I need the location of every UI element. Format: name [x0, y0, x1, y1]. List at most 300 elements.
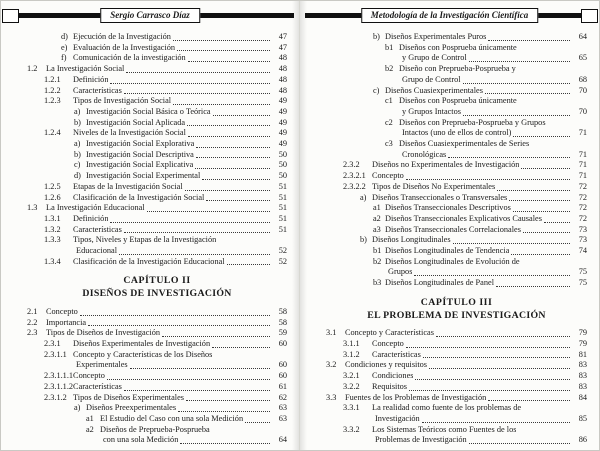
entry-text: Condiciones [372, 371, 414, 381]
toc-entry [326, 32, 587, 43]
entry-text: Diseños Longitudinales [372, 235, 451, 245]
dot-leader [496, 286, 570, 287]
entry-text: Investigación Social Experimental [86, 171, 201, 181]
entry-page-number: 47 [278, 42, 287, 52]
entry-page-number: 83 [578, 381, 587, 391]
dot-leader [497, 190, 570, 191]
toc-entry-continuation [326, 107, 587, 118]
entry-page-number: 72 [578, 192, 587, 202]
entry-text: Diseños Transeccionales Descriptivos [385, 203, 511, 213]
entry-text: Investigación [375, 413, 420, 423]
entry-number: 1.3.2 [44, 224, 61, 234]
toc-entry [27, 182, 287, 193]
entry-text: Diseños Longitudinales de Panel [385, 278, 494, 288]
entry-text: Investigación Social Explorativa [86, 139, 195, 149]
dot-leader [177, 50, 270, 51]
entry-number: b2 [385, 64, 394, 74]
entry-text: Ejecución de la Investigación [73, 32, 171, 41]
entry-number: 3.1.2 [343, 349, 360, 359]
dot-leader [107, 379, 270, 380]
dot-leader [423, 357, 570, 358]
entry-page-number: 81 [578, 349, 587, 359]
entry-text: Diseños Cuasiexperimentales [385, 85, 483, 95]
entry-page-number: 60 [278, 371, 287, 381]
entry-text: Grupo de Control [402, 74, 461, 84]
entry-number: 1.3 [27, 203, 38, 213]
entry-number: 2.3 [27, 328, 38, 338]
header-title [100, 8, 200, 23]
toc-entry [326, 160, 587, 171]
dot-leader [147, 211, 270, 212]
entry-page-number: 48 [278, 64, 287, 74]
entry-text: Tipos, Niveles y Etapas de la Investigación [73, 235, 217, 245]
dot-leader [130, 368, 270, 369]
toc-entry-continuation [326, 128, 587, 139]
dot-leader [409, 390, 570, 391]
toc-entry [27, 32, 287, 43]
entry-number: b1 [385, 42, 394, 52]
toc-entry [27, 53, 287, 64]
header-title-text: Sergio Carrasco Díaz [110, 10, 190, 20]
dot-leader [429, 368, 570, 369]
toc-entry [27, 382, 287, 393]
dot-leader [188, 61, 270, 62]
entry-number: b) [373, 32, 380, 41]
toc-entry [27, 318, 287, 329]
dot-leader [422, 422, 570, 423]
entry-page-number: 62 [278, 392, 287, 402]
dot-leader [185, 190, 270, 191]
entry-page-number: 61 [278, 381, 287, 391]
entry-page-number: 70 [578, 85, 587, 95]
entry-page-number: 64 [578, 32, 587, 41]
entry-text: Diseños con Posprueba únicamente [399, 42, 517, 52]
entry-number: 2.2 [27, 317, 38, 327]
entry-number: 1.2.5 [44, 181, 61, 191]
entry-number: b2 [373, 256, 382, 266]
toc-entry [326, 182, 587, 193]
entry-number: a2 [86, 424, 94, 434]
dot-leader [544, 222, 570, 223]
toc-entry [27, 160, 287, 171]
entry-text: Características [73, 381, 122, 391]
entry-text: Concepto [372, 338, 404, 348]
entry-page-number: 58 [278, 317, 287, 327]
entry-number: 3.3.2 [343, 424, 360, 434]
dot-leader [173, 104, 270, 105]
entry-page-number: 51 [278, 213, 287, 223]
toc-entry [326, 139, 587, 150]
entry-text: Tipos de Diseños No Experimentales [372, 181, 496, 191]
entry-number: a3 [373, 224, 381, 234]
entry-page-number: 47 [278, 32, 287, 41]
toc-entry [27, 86, 287, 97]
toc-entry [27, 371, 287, 382]
entry-number: 3.3.1 [343, 403, 360, 413]
entry-page-number: 49 [278, 106, 287, 116]
toc-entry [27, 139, 287, 150]
entry-text: Concepto [73, 371, 105, 381]
entry-text: Comunicación de la investigación [73, 53, 186, 63]
entry-text: Características [73, 224, 122, 234]
dot-leader [119, 254, 270, 255]
toc-entry [326, 225, 587, 236]
toc-entry [326, 425, 587, 436]
toc-entry [326, 64, 587, 75]
toc-entry-continuation [326, 267, 587, 278]
dot-leader [469, 443, 570, 444]
entry-text: Problemas de Investigación [375, 435, 467, 445]
entry-page-number: 71 [578, 128, 587, 138]
dot-leader [469, 61, 570, 62]
dot-leader [110, 83, 270, 84]
dot-leader [173, 40, 270, 41]
toc-entry-continuation [326, 435, 587, 446]
entry-text: La Investigación Educacional [46, 203, 145, 213]
entry-page-number: 49 [278, 128, 287, 138]
entry-text: Diseños de Preprueba-Posprueba [100, 424, 210, 434]
entry-page-number: 79 [578, 328, 587, 338]
left-page [1, 1, 300, 450]
dot-leader [511, 254, 570, 255]
dot-leader [436, 336, 570, 337]
entry-text: Experimentales [76, 360, 128, 370]
toc-entry [326, 246, 587, 257]
entry-text: Concepto [372, 171, 404, 181]
entry-text: Tipos de Diseños de Investigación [46, 328, 160, 338]
entry-text: Fuentes de los Problemas de Investigación [345, 392, 487, 402]
dot-leader [212, 347, 270, 348]
entry-page-number: 51 [278, 192, 287, 202]
dot-leader [513, 136, 570, 137]
entry-page-number: 75 [578, 267, 587, 277]
dot-leader [488, 40, 570, 41]
entry-text: Definición [73, 74, 109, 84]
entry-text: Grupos [388, 267, 413, 277]
toc-entry [27, 150, 287, 161]
dot-leader [509, 200, 570, 201]
entry-text: Clasificación de la Investigación Educacional [73, 256, 225, 266]
toc-entry [27, 225, 287, 236]
entry-page-number: 48 [278, 53, 287, 63]
entry-number: c2 [385, 117, 393, 127]
toc-entry [326, 403, 587, 414]
toc-entry [27, 75, 287, 86]
toc-entry [326, 382, 587, 393]
toc-entry [27, 425, 287, 436]
entry-number: 2.3.1.1.2 [44, 381, 74, 391]
entry-text: Clasificación de la Investigación Social [73, 192, 205, 202]
toc-entry [326, 118, 587, 129]
toc-entry-continuation [326, 75, 587, 86]
entry-number: 2.1 [27, 306, 38, 316]
toc-entry [27, 64, 287, 75]
entry-text: Diseño con Preprueba-Posprueba y [399, 64, 516, 74]
toc-left [27, 32, 287, 446]
entry-text: Diseños Preexperimentales [86, 403, 177, 413]
dot-leader [124, 390, 270, 391]
dot-leader [448, 157, 570, 158]
entry-page-number: 48 [278, 74, 287, 84]
entry-number: 1.3.4 [44, 256, 61, 266]
toc-entry [27, 257, 287, 268]
entry-number: a) [74, 139, 81, 149]
entry-text: Los Sistemas Teóricos como Fuentes de los [372, 424, 517, 434]
entry-number: 2.3.2 [343, 160, 360, 170]
entry-number: 3.3 [326, 392, 337, 402]
entry-number: 1.3.1 [44, 213, 61, 223]
entry-page-number: 63 [278, 403, 287, 413]
toc-entry [27, 350, 287, 361]
toc-entry [326, 339, 587, 350]
entry-page-number: 49 [278, 117, 287, 127]
entry-page-number: 68 [578, 74, 587, 84]
entry-page-number: 50 [278, 160, 287, 170]
entry-number: c) [373, 85, 380, 95]
toc-entry [326, 350, 587, 361]
entry-page-number: 64 [278, 435, 287, 445]
entry-number: 1.3.3 [44, 235, 61, 245]
dot-leader [245, 422, 270, 423]
entry-number: a2 [373, 213, 381, 223]
toc-entry-continuation [326, 150, 587, 161]
entry-page-number: 49 [278, 96, 287, 106]
entry-page-number: 51 [278, 181, 287, 191]
dot-leader [188, 136, 270, 137]
entry-text: La realidad como fuente de los problemas de [372, 403, 522, 413]
entry-page-number: 71 [578, 160, 587, 170]
entry-text: Tipos de Diseños Experimentales [73, 392, 184, 402]
entry-number: 3.2.2 [343, 381, 360, 391]
toc-entry [326, 371, 587, 382]
entry-text: Educacional [76, 246, 118, 256]
toc-entry [326, 360, 587, 371]
entry-number: 3.1 [326, 328, 337, 338]
entry-page-number: 72 [578, 203, 587, 213]
entry-page-number: 84 [578, 392, 587, 402]
entry-text: Concepto y Características de los Diseños [73, 349, 213, 359]
entry-text: Concepto y Características [345, 328, 434, 338]
entry-text: Diseños Experimentales Puros [385, 32, 487, 41]
entry-number: 1.2.2 [44, 85, 61, 95]
entry-text: Diseños Transeccionales o Transversales [372, 192, 508, 202]
entry-number: 2.3.1 [44, 338, 61, 348]
entry-text: Investigación Social Aplicada [86, 117, 186, 127]
page-number-box [2, 9, 19, 23]
dot-leader [485, 93, 570, 94]
entry-page-number: 73 [578, 224, 587, 234]
dot-leader [406, 179, 570, 180]
entry-text: Etapas de la Investigación Social [73, 181, 183, 191]
entry-page-number: 49 [278, 139, 287, 149]
toc-entry-continuation [27, 435, 287, 446]
toc-entry [27, 118, 287, 129]
toc-entry [27, 235, 287, 246]
entry-page-number: 50 [278, 171, 287, 181]
entry-page-number: 71 [578, 149, 587, 159]
entry-page-number: 48 [278, 85, 287, 95]
dot-leader [124, 232, 270, 233]
entry-text: y Grupo de Control [402, 53, 467, 63]
entry-text: Tipos de Investigación Social [73, 96, 172, 106]
toc-entry [27, 203, 287, 214]
entry-page-number: 63 [278, 413, 287, 423]
entry-page-number: 60 [278, 338, 287, 348]
page-number-box [581, 9, 598, 23]
entry-number: 2.3.1.1.1 [44, 371, 74, 381]
toc-entry [27, 328, 287, 339]
toc-entry-continuation [326, 414, 587, 425]
entry-text: Investigación Social Básica o Teórica [86, 106, 211, 116]
entry-page-number: 70 [578, 106, 587, 116]
toc-entry [27, 339, 287, 350]
entry-page-number: 60 [278, 360, 287, 370]
entry-number: 1.2.6 [44, 192, 61, 202]
entry-text: El Estudio del Caso con una sola Medición [100, 413, 244, 423]
entry-number: b) [74, 117, 81, 127]
dot-leader [463, 115, 570, 116]
entry-text: y Grupos Intactos [402, 106, 461, 116]
toc-entry [326, 393, 587, 404]
dot-leader [124, 93, 270, 94]
entry-number: b) [74, 149, 81, 159]
entry-number: 3.2 [326, 360, 337, 370]
entry-number: c) [74, 160, 81, 170]
entry-page-number: 65 [578, 53, 587, 63]
entry-page-number: 83 [578, 371, 587, 381]
entry-text: Cronológicas [402, 149, 447, 159]
dot-leader [463, 83, 570, 84]
toc-entry [27, 307, 287, 318]
dot-leader [187, 125, 270, 126]
dot-leader [196, 157, 270, 158]
header-title-text: Metodología de la Investigación Científica [370, 10, 529, 20]
toc-entry [27, 193, 287, 204]
entry-page-number: 79 [578, 338, 587, 348]
entry-page-number: 86 [578, 435, 587, 445]
dot-leader [453, 243, 570, 244]
header-title [361, 8, 539, 23]
entry-text: Características [372, 349, 421, 359]
toc-entry-continuation [27, 246, 287, 257]
entry-number: 1.2.4 [44, 128, 61, 138]
entry-number: 1.2 [27, 64, 38, 74]
toc-right [326, 32, 587, 446]
dot-leader [196, 147, 270, 148]
entry-page-number: 72 [578, 181, 587, 191]
dot-leader [80, 315, 270, 316]
toc-entry [27, 171, 287, 182]
chapter-number: CAPÍTULO III [420, 296, 493, 308]
chapter-number: CAPÍTULO II [123, 275, 191, 287]
dot-leader [513, 211, 570, 212]
entry-page-number: 83 [578, 360, 587, 370]
entry-text: Diseños Transeccionales Explicativos Causales [385, 213, 542, 223]
entry-text: Diseños con Preprueba-Posprueba y Grupos [399, 117, 546, 127]
entry-number: 1.2.1 [44, 74, 61, 84]
entry-number: 2.3.1.1 [44, 349, 67, 359]
dot-leader [406, 347, 570, 348]
entry-number: b1 [373, 246, 382, 256]
toc-entry [326, 43, 587, 54]
dot-leader [227, 264, 270, 265]
dot-leader [126, 72, 270, 73]
chapter-title: EL PROBLEMA DE INVESTIGACIÓN [367, 309, 546, 321]
entry-page-number: 72 [578, 213, 587, 223]
toc-entry [326, 257, 587, 268]
running-header-left [1, 8, 299, 24]
entry-number: a) [74, 403, 81, 413]
toc-entry [27, 107, 287, 118]
toc-entry [326, 193, 587, 204]
dot-leader [195, 168, 270, 169]
toc-entry [326, 96, 587, 107]
entry-number: d) [61, 32, 68, 41]
entry-text: Investigación Social Explicativa [86, 160, 194, 170]
toc-entry [27, 43, 287, 54]
entry-text: Intactos (uno de ellos de control) [402, 128, 512, 138]
entry-number: 2.3.1.2 [44, 392, 67, 402]
entry-number: a) [74, 106, 81, 116]
toc-entry [326, 171, 587, 182]
entry-page-number: 59 [278, 328, 287, 338]
dot-leader [213, 115, 270, 116]
dot-leader [415, 379, 570, 380]
entry-text: Importancia [46, 317, 87, 327]
toc-entry [326, 328, 587, 339]
entry-number: f) [61, 53, 67, 63]
entry-page-number: 58 [278, 306, 287, 316]
entry-text: Diseños no Experimentales de Investigación [372, 160, 520, 170]
entry-text: Diseños con Posprueba únicamente [399, 96, 517, 106]
toc-entry [326, 278, 587, 289]
entry-number: b3 [373, 278, 382, 288]
entry-text: Diseños Transeccionales Correlacionales [385, 224, 521, 234]
dot-leader [202, 179, 270, 180]
toc-entry [326, 86, 587, 97]
dot-leader [414, 275, 570, 276]
entry-text: Diseños Longitudinales de Evolución de [385, 256, 520, 266]
dot-leader [110, 222, 270, 223]
entry-page-number: 75 [578, 278, 587, 288]
entry-page-number: 51 [278, 224, 287, 234]
entry-page-number: 52 [278, 246, 287, 256]
dot-leader [523, 232, 570, 233]
entry-number: 1.2.3 [44, 96, 61, 106]
entry-text: Condiciones y requisitos [345, 360, 428, 370]
toc-entry [27, 403, 287, 414]
entry-number: c1 [385, 96, 393, 106]
entry-number: a) [360, 192, 367, 202]
entry-text: Definición [73, 213, 109, 223]
entry-text: Diseños Cuasiexperimentales de Series [399, 139, 530, 149]
dot-leader [162, 336, 270, 337]
toc-entry [326, 214, 587, 225]
entry-number: a1 [86, 413, 94, 423]
entry-page-number: 73 [578, 235, 587, 245]
toc-entry [27, 128, 287, 139]
toc-entry [27, 393, 287, 404]
toc-entry [326, 235, 587, 246]
entry-number: d) [74, 171, 81, 181]
entry-text: La Investigación Social [46, 64, 125, 74]
toc-entry [27, 96, 287, 107]
entry-text: Niveles de la Investigación Social [73, 128, 186, 138]
running-header-right [300, 8, 599, 24]
toc-entry-continuation [326, 53, 587, 64]
entry-text: Requisitos [372, 381, 408, 391]
entry-page-number: 74 [578, 246, 587, 256]
